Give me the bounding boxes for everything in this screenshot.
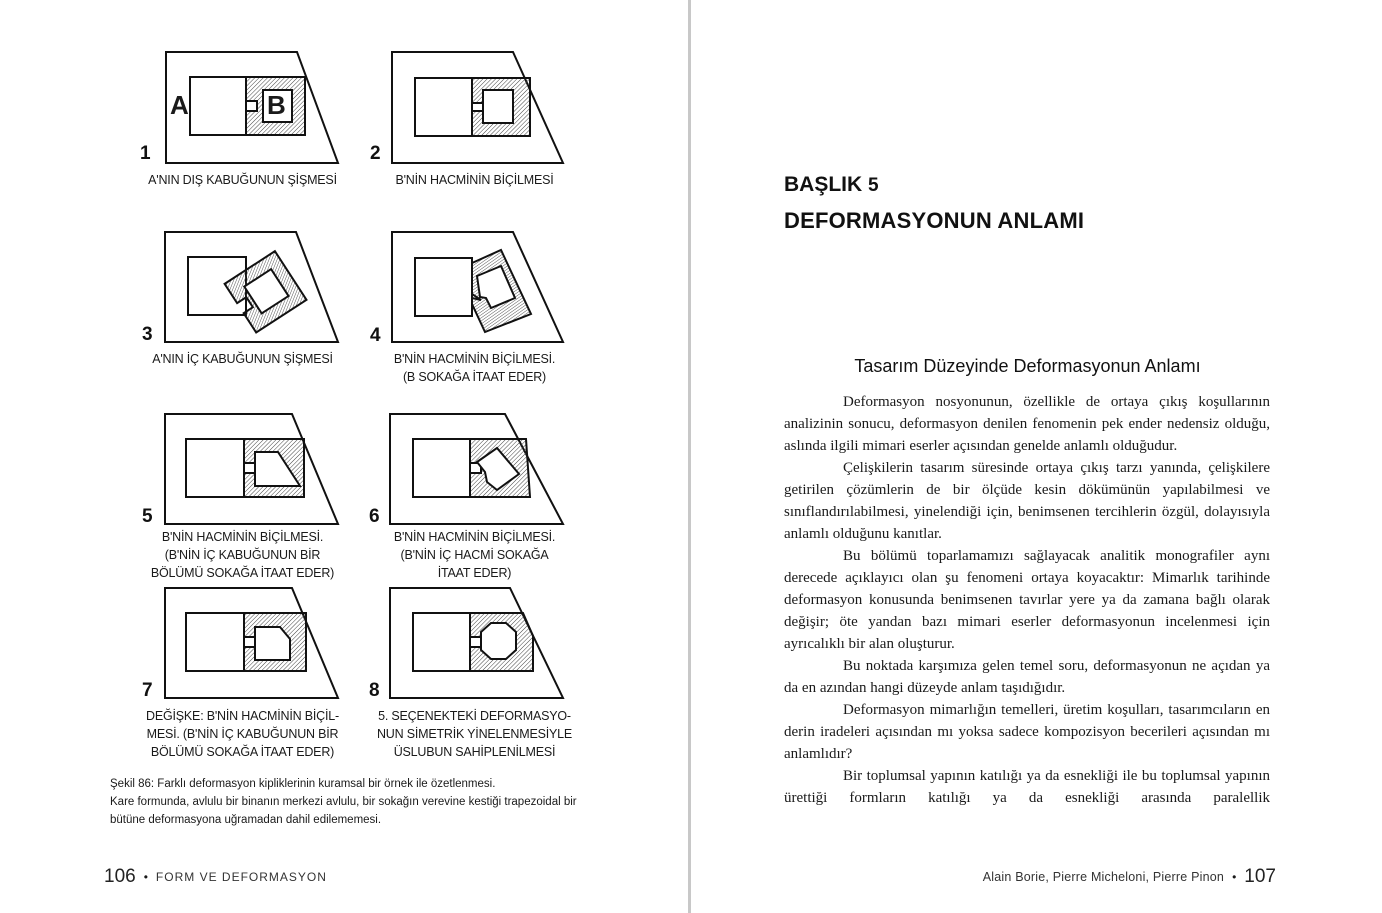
figure-1-caption (140, 171, 345, 189)
figure-5-caption (140, 528, 345, 582)
page-number: 107 (1244, 866, 1276, 887)
figure-1-label-b: B (267, 90, 286, 120)
caption-line: DEĞİŞKE: B'NİN HACMİNİN BİÇİL- (146, 709, 339, 723)
left-footer (104, 866, 327, 888)
caption-line: BÖLÜMÜ SOKAĞA İTAAT EDER) (150, 745, 335, 759)
figure-5-number: 5 (142, 506, 153, 527)
figure-caption-line: Kare formunda, avlulu bir binanın merkezi avlulu, bir sokağın verevine kestiği trapezoidal bir (110, 796, 577, 808)
right-footer (983, 866, 1276, 888)
caption-line: B'NİN HACMİNİN BİÇİLMESİ (395, 173, 554, 187)
authors: Alain Borie, Pierre Micheloni, Pierre Pinon (982, 870, 1225, 884)
right-page (692, 0, 1382, 913)
caption-line: B'NİN HACMİNİN BİÇİLMESİ. (393, 352, 556, 366)
figure-2-number: 2 (370, 143, 381, 164)
section-title: Tasarım Düzeyinde Deformasyonun Anlamı (854, 356, 1201, 376)
caption-line: (B'NİN İÇ KABUĞUNUN BİR (164, 548, 321, 562)
caption-line: A'NIN İÇ KABUĞUNUN ŞİŞMESİ (152, 352, 333, 366)
figure-4-caption (372, 350, 577, 386)
paragraph: Çelişkilerin tasarım süresinde ortaya çıkış tarzı yanında, çelişkilere getirilen çözümlerin de bir ölçüde kesin dökümünün yapılabilmesi ve sınıflandırılabilmesi, yinelendiği için, benimsenen tercihlerin özgül, dolayısıyla anlamlı olduğunu kanıtlar. (784, 460, 1270, 542)
caption-line: İTAAT EDER) (437, 566, 512, 580)
figure-8-caption (372, 707, 577, 761)
figure-6-caption (372, 528, 577, 582)
paragraph: Deformasyon mimarlığın temelleri, üretim koşulları, tasarımcıların en derin iradeleri açısından mı yoksa sadece kompozisyon becerileri açısından mı anlamlıdır? (784, 702, 1270, 762)
page-number: 106 (104, 866, 136, 887)
paragraph: Bir toplumsal yapının katılığı ya da esnekliği ile bu toplumsal yapının ürettiği formların katılığı ya da esnekliği arasında paralellik (784, 768, 1270, 806)
caption-line: BÖLÜMÜ SOKAĞA İTAAT EDER) (150, 566, 335, 580)
chapter-number: 5 (868, 175, 879, 196)
caption-line: B'NİN HACMİNİN BİÇİLMESİ. (161, 530, 324, 544)
caption-line: ÜSLUBUN SAHİPLENİLMESİ (393, 745, 556, 759)
left-page (0, 0, 688, 913)
figure-3-number: 3 (142, 324, 153, 345)
caption-line: (B SOKAĞA İTAAT EDER) (402, 370, 547, 384)
figure-8-number: 8 (369, 680, 380, 701)
chapter-title: DEFORMASYONUN ANLAMI (784, 208, 1085, 233)
figure-caption-line: Şekil 86: Farklı deformasyon kipliklerinin kuramsal bir örnek ile özetlenmesi. (110, 778, 496, 790)
figure-3-caption (140, 350, 345, 368)
bullet-icon: • (1232, 870, 1237, 884)
caption-line: (B'NİN İÇ HACMİ SOKAĞA (400, 548, 549, 562)
caption-line: 5. SEÇENEKTEKİ DEFORMASYO- (378, 709, 571, 723)
chapter-label-text: BAŞLIK (784, 173, 863, 196)
body-text (784, 391, 1270, 809)
running-title: FORM VE DEFORMASYON (155, 870, 327, 884)
caption-line: MESİ. (B'NİN İÇ KABUĞUNUN BİR (146, 727, 339, 741)
figure-caption-line: bütüne deformasyona uğramadan dahil edilememesi. (110, 814, 382, 826)
chapter-label (784, 173, 879, 197)
paragraph: Bu noktada karşımıza gelen temel soru, deformasyonun ne açıdan ya da en azından hangi düzeyde anlam taşıdığıdır. (784, 658, 1270, 696)
page-gutter (688, 0, 691, 913)
paragraph: Deformasyon nosyonunun, özellikle de ortaya çıkış koşullarının analizinin sonucu, deformasyon denilen fenomenin pek ender nedensiz olduğu, aslında ilgili mimari eserler açısından genelde anlamlı olduğudur. (784, 394, 1270, 454)
caption-line: NUN SİMETRİK YİNELENMESİYLE (376, 727, 573, 741)
figure-2-caption (372, 171, 577, 189)
caption-line: A'NIN DIŞ KABUĞUNUN ŞİŞMESİ (148, 173, 337, 187)
figure-7-number: 7 (142, 680, 153, 701)
bullet-icon: • (143, 870, 148, 884)
paragraph: Bu bölümü toparlamamızı sağlayacak analitik monografiler aynı derecede açıklayıcı olan şu fenomeni ortaya koyacaktır: Mimarlık tarihinde deformasyon konusunda benimsenen tavırlar yere ya da zamana bağlı olarak değişir; öte yandan bazı mimari eserler deformasyonun incelenmesi için ayrıcalıklı bir alan oluşturur. (784, 548, 1270, 652)
figure-1-label-a: A (170, 90, 189, 120)
figure-1-number: 1 (140, 143, 151, 164)
figure-6-number: 6 (369, 506, 380, 527)
figure-7-caption (140, 707, 345, 761)
figure-4-number: 4 (370, 325, 381, 346)
figure-caption (110, 775, 630, 829)
caption-line: B'NİN HACMİNİN BİÇİLMESİ. (393, 530, 556, 544)
